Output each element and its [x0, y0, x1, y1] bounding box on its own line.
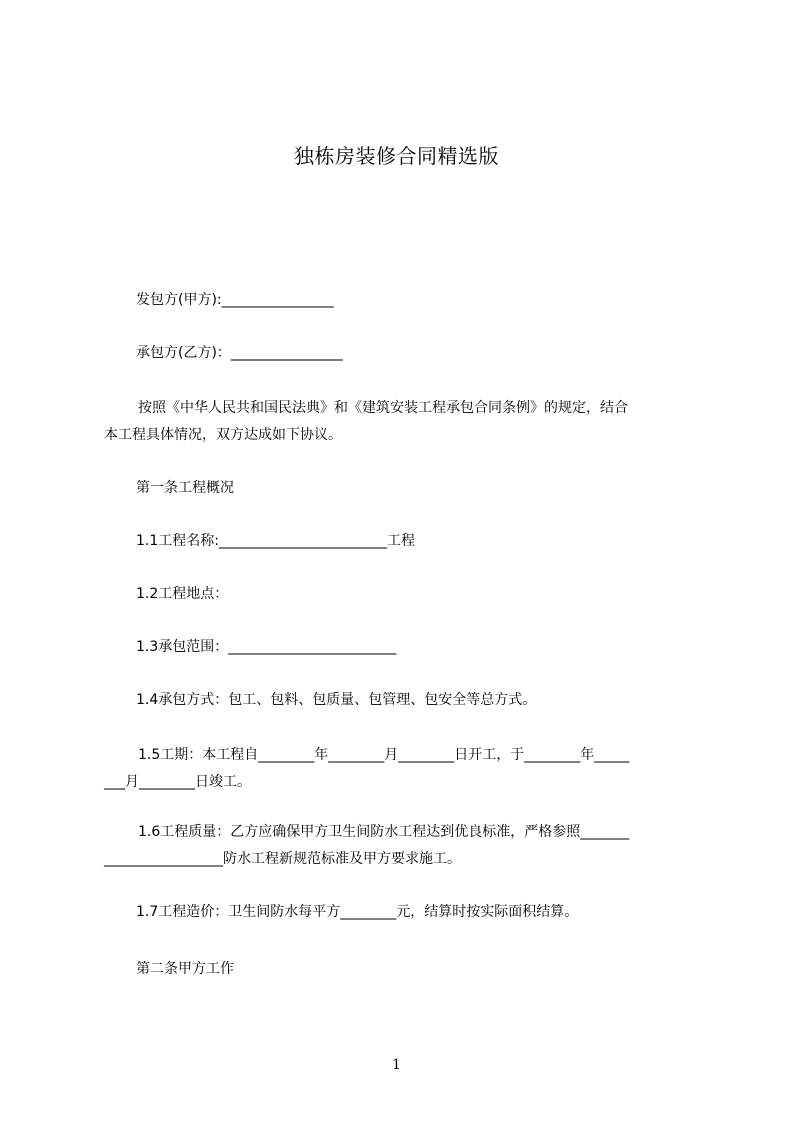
- intro-paragraph-line-1: 按照《中华人民共和国民法典》和《建筑安装工程承包合同条例》的规定，结合: [138, 400, 628, 416]
- intro-paragraph-line-2: 本工程具体情况，双方达成如下协议。: [104, 427, 342, 443]
- item-1-5-line-2: ___月________日竣工。: [104, 774, 251, 790]
- page-number: 1: [392, 1057, 401, 1073]
- item-1-1: 1.1工程名称:________________________工程: [136, 533, 415, 549]
- item-1-6-line-1: 1.6工程质量：乙方应确保甲方卫生间防水工程达到优良标准，严格参照_______: [138, 824, 630, 840]
- item-1-5-line-1: 1.5工期：本工程自________年________月________日开工，于________年_____: [138, 747, 630, 763]
- item-1-3: 1.3承包范围：________________________: [136, 639, 397, 655]
- party-b-line: 承包方(乙方)：________________: [136, 345, 343, 361]
- party-a-line: 发包方(甲方):________________: [136, 292, 334, 308]
- item-1-4: 1.4承包方式：包工、包料、包质量、包管理、包安全等总方式。: [136, 692, 537, 708]
- article-2-heading: 第二条甲方工作: [136, 961, 234, 977]
- document-title: 独栋房装修合同精选版: [294, 144, 499, 168]
- article-1-heading: 第一条工程概况: [136, 480, 234, 496]
- item-1-2: 1.2工程地点：: [136, 586, 229, 602]
- item-1-6-line-2: _________________防水工程新规范标准及甲方要求施工。: [104, 851, 461, 867]
- item-1-7: 1.7工程造价：卫生间防水每平方________元，结算时按实际面积结算。: [136, 904, 579, 920]
